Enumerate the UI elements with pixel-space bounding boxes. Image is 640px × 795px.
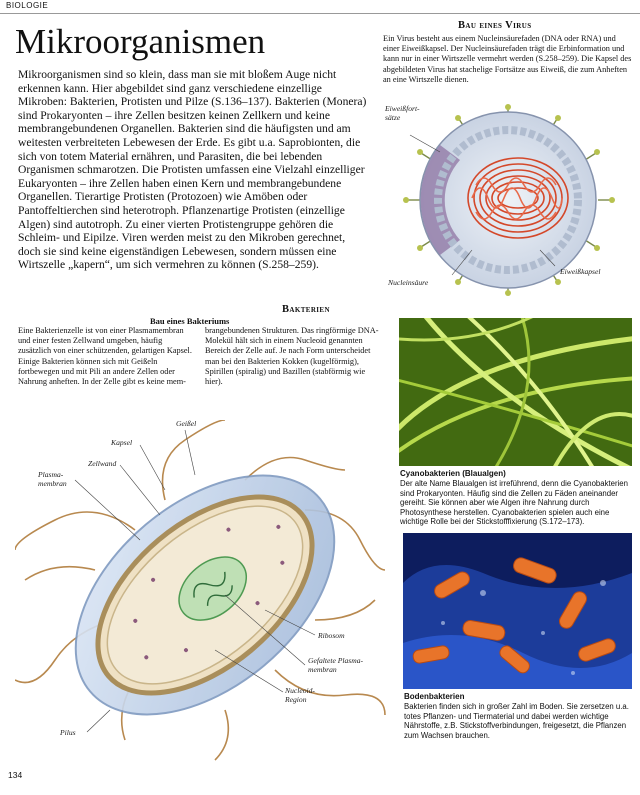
cyano-text: Der alte Name Blaualgen ist irreführend, denn die Cyanobakterien sind Prokaryonten. Häufig sind die Zellen zu Fäden aneinander gereiht. Sie können aber wie Algen ihre Nahrung durch Photosynthese herstellen. Cyanobakterien spielen auch eine wichtige Rolle bei der Stickstofffixierung (S.172–173). xyxy=(400,479,628,527)
label-ribosom: Ribosom xyxy=(318,631,345,640)
label-kapsel: Kapsel xyxy=(111,438,133,447)
cyanobacteria-image xyxy=(399,318,632,466)
bakterien-text-col1: Eine Bakterienzelle ist von einer Plasmamembran und einer festen Zellwand umgeben, häufig zusätzlich von einer schützenden, gelartigen Kapsel. Einige Bakterien können sich mit Geißeln fortbewegen und mit Pili an andere Zellen oder Nahrung anheften. In der Zelle gibt es keine mem- xyxy=(18,326,192,387)
label-nucleoid-region: Nucleoid- Region xyxy=(285,686,315,704)
label-nucleinsaeure: Nucleinsäure xyxy=(388,278,429,287)
virus-capsid xyxy=(420,112,596,288)
label-gefaltete-plasmamembran: Gefaltete Plasma- membran xyxy=(308,656,364,674)
cyano-heading: Cyanobakterien (Blaualgen) xyxy=(400,469,506,478)
boden-text: Bakterien finden sich in großer Zahl im Boden. Sie zersetzen u.a. totes Pflanzen- und Tiermaterial und dabei werden wichtige Nährstoffe, z.B. Stickstoffverbindungen, freigesetzt, die Pflanzen zum Wachsen brauchen. xyxy=(404,702,629,740)
label-eiweisskapsel: Eiweißkapsel xyxy=(560,267,601,276)
virus-text: Ein Virus besteht aus einem Nucleinsäurefaden (DNA oder RNA) und einer Eiweißkapsel. Der Nucleinsäurefaden trägt die Erbinformation und kann nur in einer Wirtszelle vermehrt werden (S.258–259). Die Kapsel des abgebildeten Virus hat stachelige Fortsätze aus Eiweiß, die zum Anheften an eine Wirtszelle dienen. xyxy=(383,34,632,84)
label-geissel: Geißel xyxy=(176,419,197,428)
bakterien-text-col2: brangebundenen Strukturen. Das ringförmige DNA-Molekül hält sich in einem Nucleoid genannten Bereich der Zelle auf. Je nach Form unterscheidet man bei den Bakterien Kokken (kugelförmig), Spirillen (spiralig) und Bazillen (stabförmig wie hier). xyxy=(205,326,379,387)
boden-heading: Bodenbakterien xyxy=(404,692,465,701)
soil-bacteria-image xyxy=(403,533,632,689)
bacterium-illustration xyxy=(15,420,390,765)
page-title: Mikroorganismen xyxy=(15,22,266,61)
cyanobacteria-photo xyxy=(399,318,632,466)
running-header xyxy=(0,0,640,14)
intro-text: Mikroorganismen sind so klein, dass man sie mit bloßem Auge nicht erkennen kann. Hier abgebildet sind ganz verschiedene einzellige Mikroben: Bakterien, Protisten und Pilze (S.136–137). Bakterien (Monera) sind Prokaryonten – ihre Zellen besitzen keinen Zellkern und keine membrangebundenen Organellen. Bakterien sind die häufigsten und am weitesten verbreiteten Lebewesen der Erde. Es gibt u.a. Saprobionten, die sich von totem Material ernähren, und Parasiten, die bei lebenden Organismen schmarotzen. Die Protisten umfassen eine Vielzahl einzelliger Eukaryonten – ihre Zellen haben einen Kern und membrangebundene Organellen. Tierartige Protisten (Protozoen) wie Amöben oder Pantoffeltierchen sind heterotroph. Pflanzenartige Protisten (einzellige Algen) sind autotroph. Zu einer vierten Protistengruppe gehören die Schleim- und Eipilze. Viren werden meist zu den Mikroben gerechnet, doch sie sind keine eigenständigen Lebewesen, sondern müssen eine Wirtszelle „kapern“, um sich vermehren zu können (S.258–259). xyxy=(18,68,367,272)
soil-bacteria-photo xyxy=(403,533,632,689)
page-number: 134 xyxy=(8,770,23,780)
label-pilus: Pilus xyxy=(60,728,76,737)
section-label: BIOLOGIE xyxy=(6,1,49,10)
bakterien-subheading: Bau eines Bakteriums xyxy=(150,316,230,326)
label-zellwand: Zellwand xyxy=(88,459,117,468)
bakterien-heading: Bakterien xyxy=(282,304,330,315)
label-eiweissfortsaetze: Eiweißfort- sätze xyxy=(385,104,420,122)
virus-heading: Bau eines Virus xyxy=(458,20,532,31)
label-plasmamembran: Plasma- membran xyxy=(38,470,67,488)
